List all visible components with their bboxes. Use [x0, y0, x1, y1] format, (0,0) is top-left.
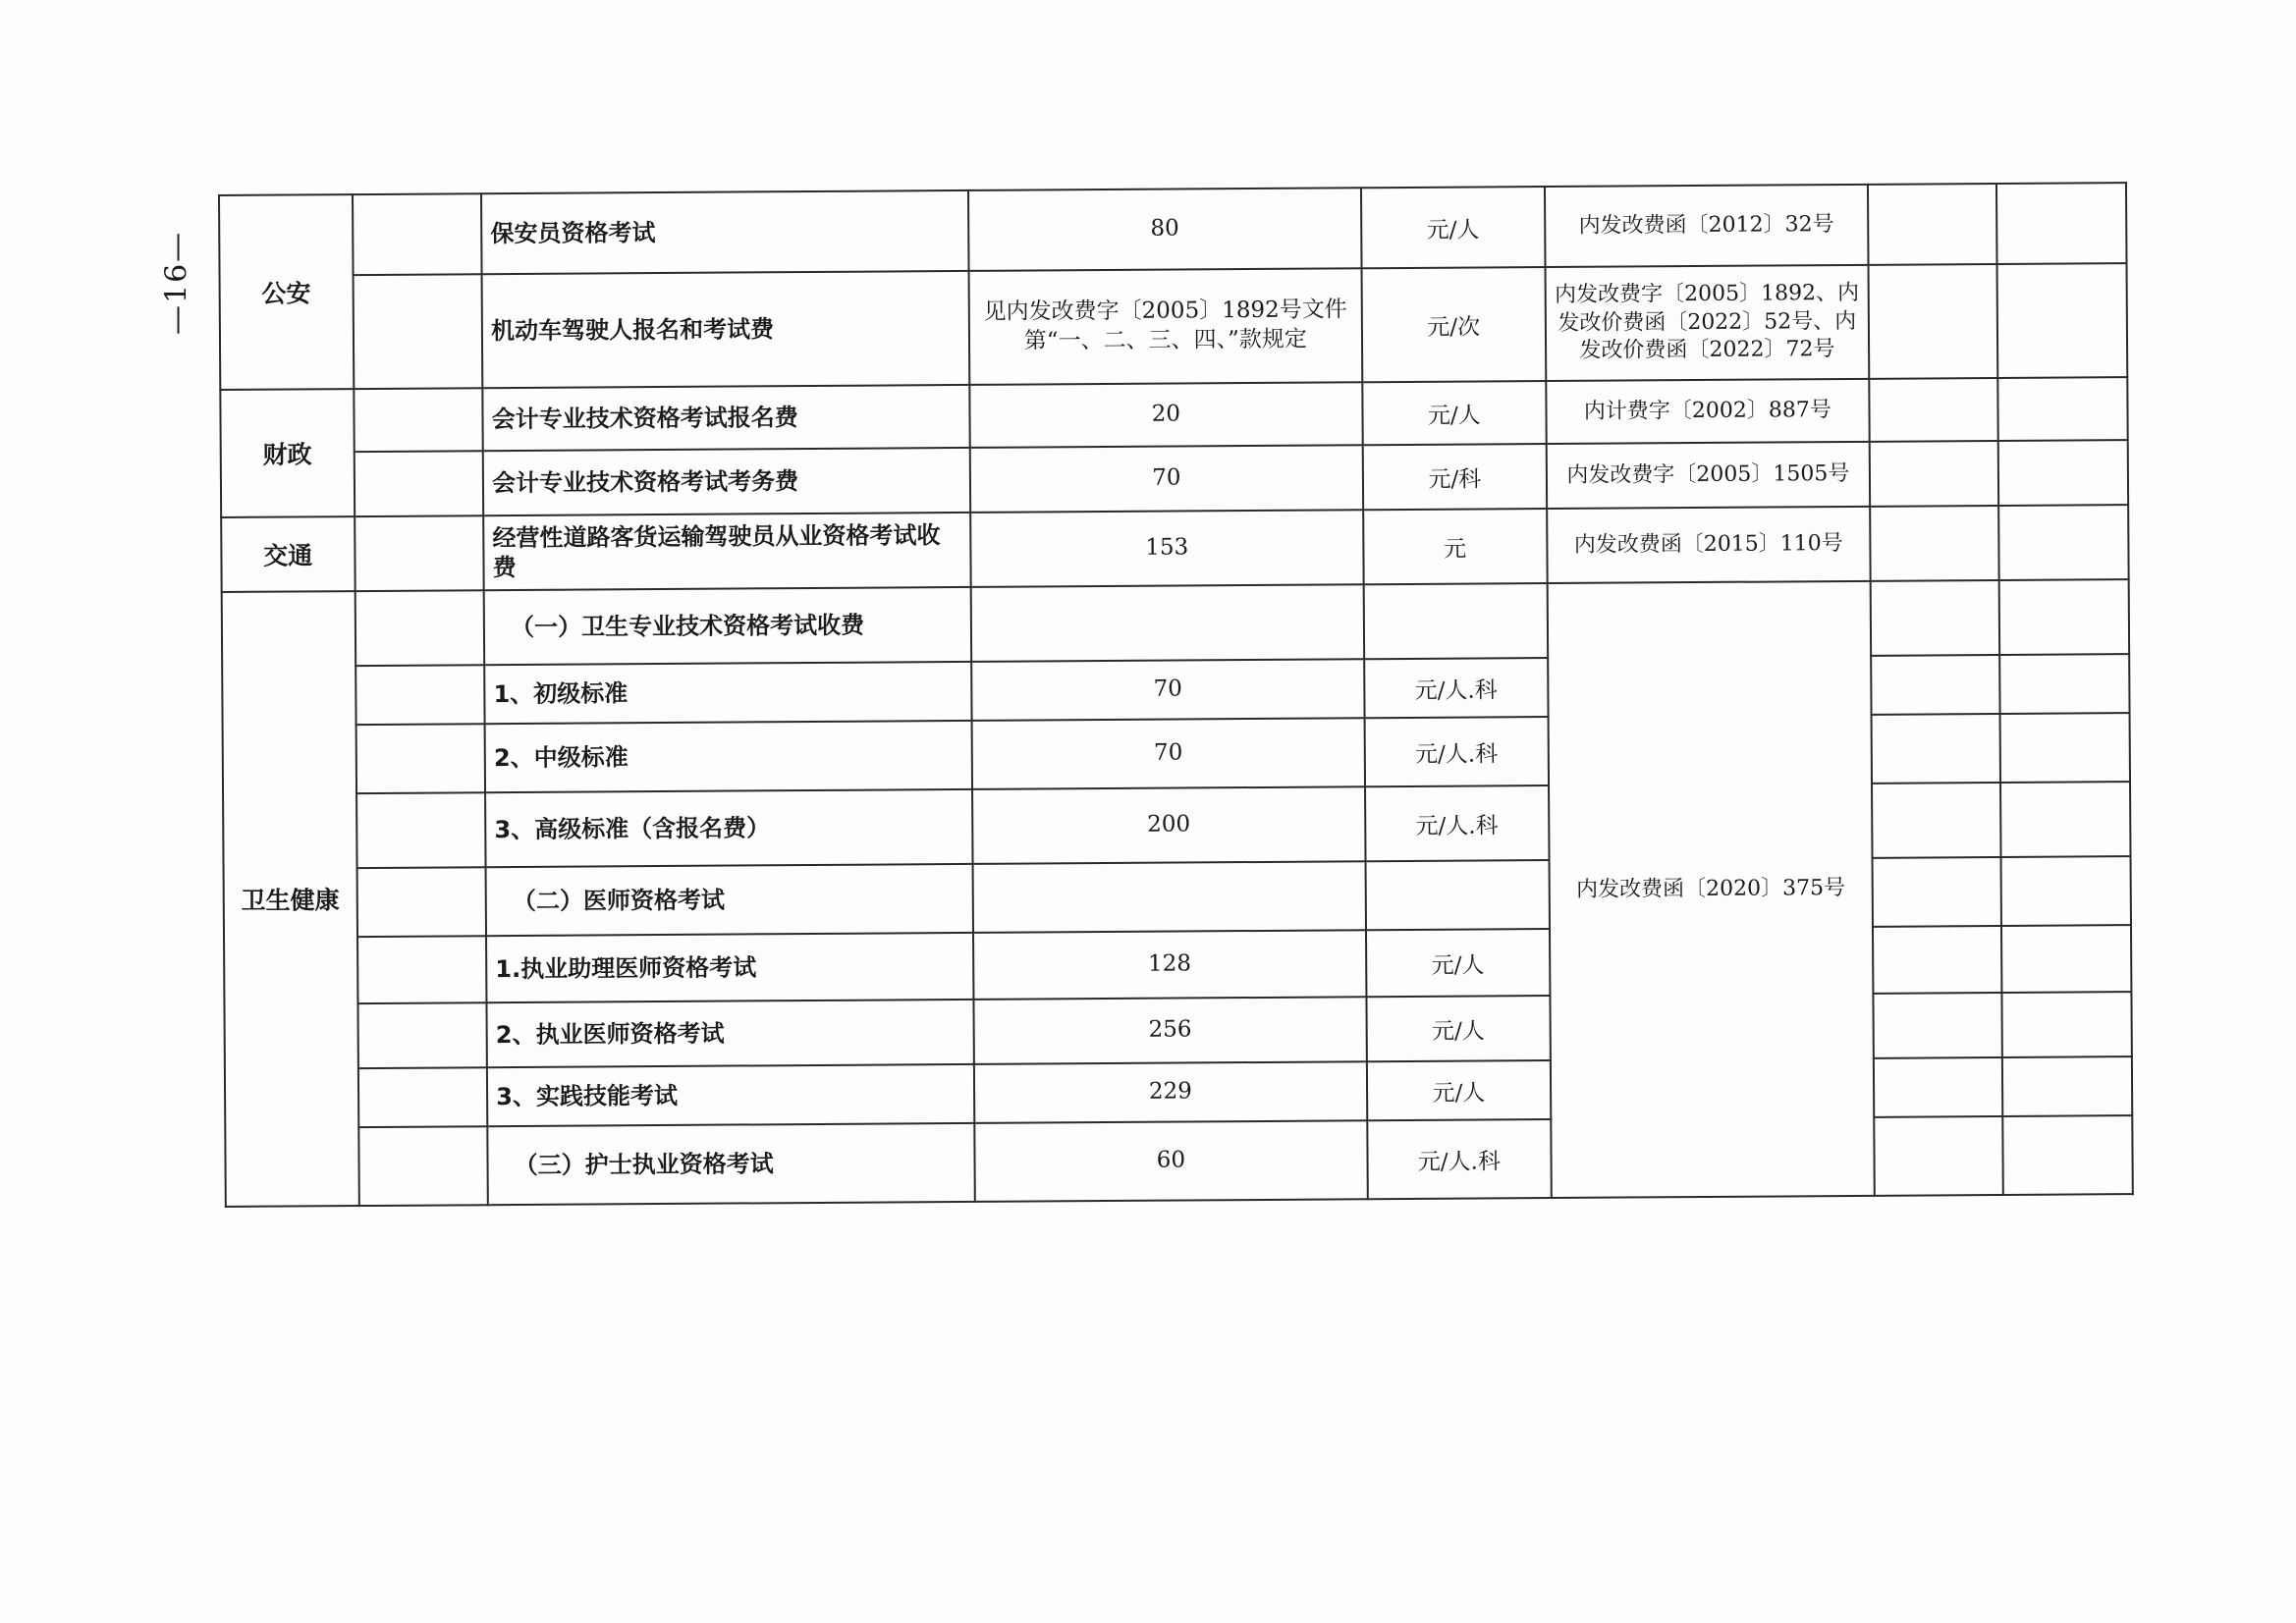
unit-cell: 元 — [1363, 509, 1548, 584]
empty-cell — [1874, 1057, 2003, 1117]
item-cell: 3、实践技能考试 — [487, 1064, 974, 1126]
empty-cell — [1868, 184, 1997, 265]
item-cell: 会计专业技术资格考试报名费 — [482, 385, 969, 451]
unit-cell: 元/人 — [1366, 929, 1551, 997]
page-number: —16— — [159, 230, 194, 336]
empty-cell — [356, 867, 486, 937]
basis-cell: 内发改费函〔2015〕110号 — [1547, 507, 1870, 583]
empty-cell — [358, 1126, 488, 1206]
empty-cell — [353, 193, 482, 275]
empty-cell — [1868, 264, 1997, 379]
category-cell: 公安 — [219, 194, 354, 390]
empty-cell — [354, 388, 483, 452]
unit-cell: 元/人 — [1362, 381, 1547, 445]
empty-cell — [1873, 993, 2002, 1058]
empty-cell — [1874, 1116, 2003, 1196]
empty-cell — [2002, 992, 2132, 1057]
item-cell: 1.执业助理医师资格考试 — [486, 933, 973, 1002]
empty-cell — [355, 515, 484, 591]
standard-cell — [973, 861, 1366, 933]
empty-cell — [1997, 263, 2127, 378]
standard-cell: 153 — [970, 510, 1363, 587]
item-cell: 机动车驾驶人报名和考试费 — [482, 271, 970, 388]
empty-cell — [1998, 377, 2128, 441]
item-cell: （二）医师资格考试 — [486, 864, 973, 936]
unit-cell — [1365, 860, 1550, 930]
empty-cell — [355, 665, 485, 725]
empty-cell — [357, 936, 487, 1003]
table-row — [222, 579, 2129, 667]
standard-cell: 70 — [972, 718, 1365, 789]
unit-cell: 元/人 — [1367, 1060, 1552, 1120]
item-cell: （一）卫生专业技术资格考试收费 — [484, 587, 971, 665]
basis-cell: 内发改费字〔2005〕1505号 — [1547, 442, 1870, 509]
empty-cell — [1873, 926, 2002, 994]
empty-cell — [2001, 925, 2131, 993]
category-cell: 交通 — [221, 516, 355, 592]
standard-cell: 200 — [972, 786, 1365, 864]
item-cell: 2、中级标准 — [485, 721, 972, 792]
item-cell: 经营性道路客货运输驾驶员从业资格考试收费 — [483, 513, 970, 590]
standard-cell: 20 — [969, 382, 1362, 448]
empty-cell — [1870, 580, 1999, 656]
fee-table-sheet — [218, 182, 2134, 1208]
standard-cell: 60 — [974, 1120, 1367, 1202]
empty-cell — [1872, 857, 2001, 927]
table-row — [220, 263, 2128, 390]
standard-cell: 70 — [970, 445, 1363, 513]
item-cell: （三）护士执业资格考试 — [487, 1123, 974, 1205]
basis-cell: 内计费字〔2002〕887号 — [1546, 379, 1869, 444]
standard-cell: 229 — [974, 1061, 1367, 1123]
standard-cell: 见内发改费字〔2005〕1892号文件第“一、二、三、四、”款规定 — [969, 268, 1362, 385]
empty-cell — [1872, 783, 2001, 858]
empty-cell — [358, 1067, 488, 1127]
item-cell: 1、初级标准 — [484, 662, 971, 724]
basis-text: 内发改费字〔2005〕1892、内发改价费函〔2022〕52号、内发改价费函〔2022〕72号 — [1555, 281, 1860, 364]
unit-cell: 元/人.科 — [1364, 717, 1549, 786]
empty-cell — [1871, 714, 2000, 784]
empty-cell — [2001, 856, 2131, 926]
empty-cell — [2003, 1115, 2133, 1195]
empty-cell — [355, 724, 485, 793]
empty-cell — [356, 792, 486, 868]
basis-cell: 内发改费函〔2020〕375号 — [1548, 581, 1875, 1198]
standard-cell — [971, 584, 1364, 662]
empty-cell — [2000, 713, 2130, 783]
item-cell: 2、执业医师资格考试 — [487, 1000, 974, 1067]
unit-cell: 元/科 — [1362, 444, 1547, 510]
unit-cell — [1363, 583, 1548, 659]
empty-cell — [1999, 505, 2129, 580]
empty-cell — [355, 590, 484, 666]
standard-cell: 80 — [968, 188, 1361, 271]
category-cell: 财政 — [220, 389, 354, 517]
basis-cell — [1545, 265, 1869, 381]
table-row — [221, 505, 2128, 592]
empty-cell — [353, 274, 482, 389]
empty-cell — [1869, 378, 1998, 442]
unit-cell: 元/人 — [1366, 996, 1551, 1061]
table-row — [219, 183, 2127, 276]
item-cell: 保安员资格考试 — [481, 190, 968, 274]
item-cell: 3、高级标准（含报名费） — [485, 789, 972, 867]
standard-cell: 256 — [973, 997, 1366, 1064]
empty-cell — [2000, 782, 2130, 857]
empty-cell — [1871, 655, 2000, 715]
unit-cell: 元/次 — [1361, 267, 1546, 382]
empty-cell — [2000, 654, 2130, 714]
unit-cell: 元/人 — [1361, 187, 1546, 268]
item-cell: 会计专业技术资格考试考务费 — [483, 448, 970, 515]
standard-cell: 70 — [971, 659, 1364, 721]
empty-cell — [1870, 506, 1999, 581]
empty-cell — [354, 451, 483, 516]
category-cell: 卫生健康 — [222, 591, 359, 1207]
empty-cell — [1998, 440, 2128, 506]
empty-cell — [2002, 1056, 2132, 1116]
empty-cell — [1870, 441, 1999, 507]
empty-cell — [1996, 183, 2126, 264]
empty-cell — [357, 1002, 487, 1068]
standard-cell: 128 — [973, 930, 1366, 1000]
fee-table — [218, 182, 2134, 1208]
empty-cell — [1999, 579, 2129, 655]
basis-cell: 内发改费函〔2012〕32号 — [1545, 185, 1868, 267]
unit-cell: 元/人.科 — [1367, 1119, 1552, 1199]
unit-cell: 元/人.科 — [1364, 658, 1549, 718]
unit-cell: 元/人.科 — [1365, 785, 1550, 861]
